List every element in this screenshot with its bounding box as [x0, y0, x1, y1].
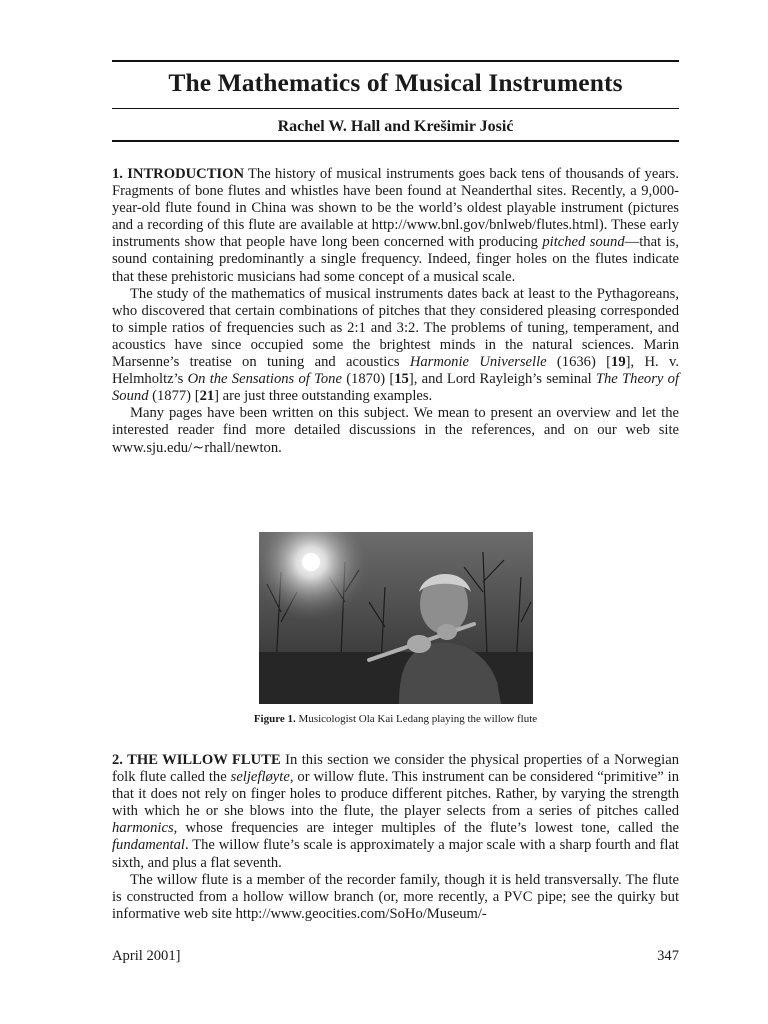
willow-paragraph-1: 2. THE WILLOW FLUTE In this section we consider the physical properties of a Norwegian folk flute called the seljefløyte, or willow flute. This instrument can be considered “primitive” in that it does not rely on finger holes to produce different pitches. Rather, by varying the strength with which he or she blows into the flute, the player selects from a series of pitches called harmonics, whose frequencies are integer multiples of the flute’s lowest tone, called the fundamental. The willow flute’s scale is approximately a major scale with a sharp fourth and flat sixth, and plus a flat seventh. [112, 752, 679, 871]
intro-paragraph-3: Many pages have been written on this subject. We mean to present an overview and let the interested reader find more detailed discussions in the references, and on our web site www.sju.edu/∼rhall/newton. [112, 405, 679, 456]
intro-paragraph-1: 1. INTRODUCTION The history of musical instruments goes back tens of thousands of years. Fragments of bone flutes and whistles have been found at Neanderthal sites. Recently, a 9,000-year-old flute found in China was shown to be the world’s oldest playable instrument (pictures and a recording of this flute are available at http://www.bnl.gov/bnlweb/flutes.html). These early instruments show that people have long been concerned with producing pitched sound—that is, sound containing predominantly a single frequency. Indeed, finger holes on the flutes indicate that these prehistoric musicians had some concept of a musical scale. [112, 166, 679, 285]
citation-ref: 21 [199, 388, 215, 405]
citation-ref: 15 [394, 371, 409, 388]
figure-photo [259, 532, 533, 704]
author-line: Rachel W. Hall and Krešimir Josić [277, 118, 514, 135]
page-number: 347 [657, 948, 679, 964]
intro-paragraph-2: The study of the mathematics of musical instruments dates back at least to the Pythagoreans, who discovered that certain combinations of pitches that they considered pleasing corresponded to simple ratios of frequencies such as 2:1 and 3:2. The problems of tuning, temperament, and acoustics have since occupied some the brightest minds in the natural sciences. Marin Marsenne’s treatise on tuning and acoustics Harmonie Universelle (1636) [19], H. v. Helmholtz’s On the Sensations of Tone (1870) [15], and Lord Rayleigh’s seminal The Theory of Sound (1877) [21] are just three outstanding examples. [112, 285, 679, 405]
section-willow-flute [112, 752, 679, 923]
citation-ref: 19 [611, 354, 626, 371]
section-introduction [112, 166, 679, 457]
top-rule [112, 60, 679, 62]
section-heading-introduction: 1. INTRODUCTION [112, 166, 244, 182]
figure-caption-text: Musicologist Ola Kai Ledang playing the willow flute [298, 713, 538, 725]
footer-date: April 2001] [112, 948, 181, 964]
figure-label: Figure 1. [253, 713, 296, 725]
author-rule [112, 140, 679, 142]
title-rule [112, 108, 679, 109]
figure-caption [112, 713, 679, 725]
willow-paragraph-2: The willow flute is a member of the recorder family, though it is held transversally. The flute is constructed from a hollow willow branch (or, more recently, a PVC pipe; see the quirky but informative web site http://www.geocities.com/SoHo/Museum/- [112, 871, 679, 922]
section-heading-willow-flute: 2. THE WILLOW FLUTE [112, 752, 281, 768]
musician-photo-image [259, 532, 533, 704]
paper-title: The Mathematics of Musical Instruments [168, 68, 623, 97]
